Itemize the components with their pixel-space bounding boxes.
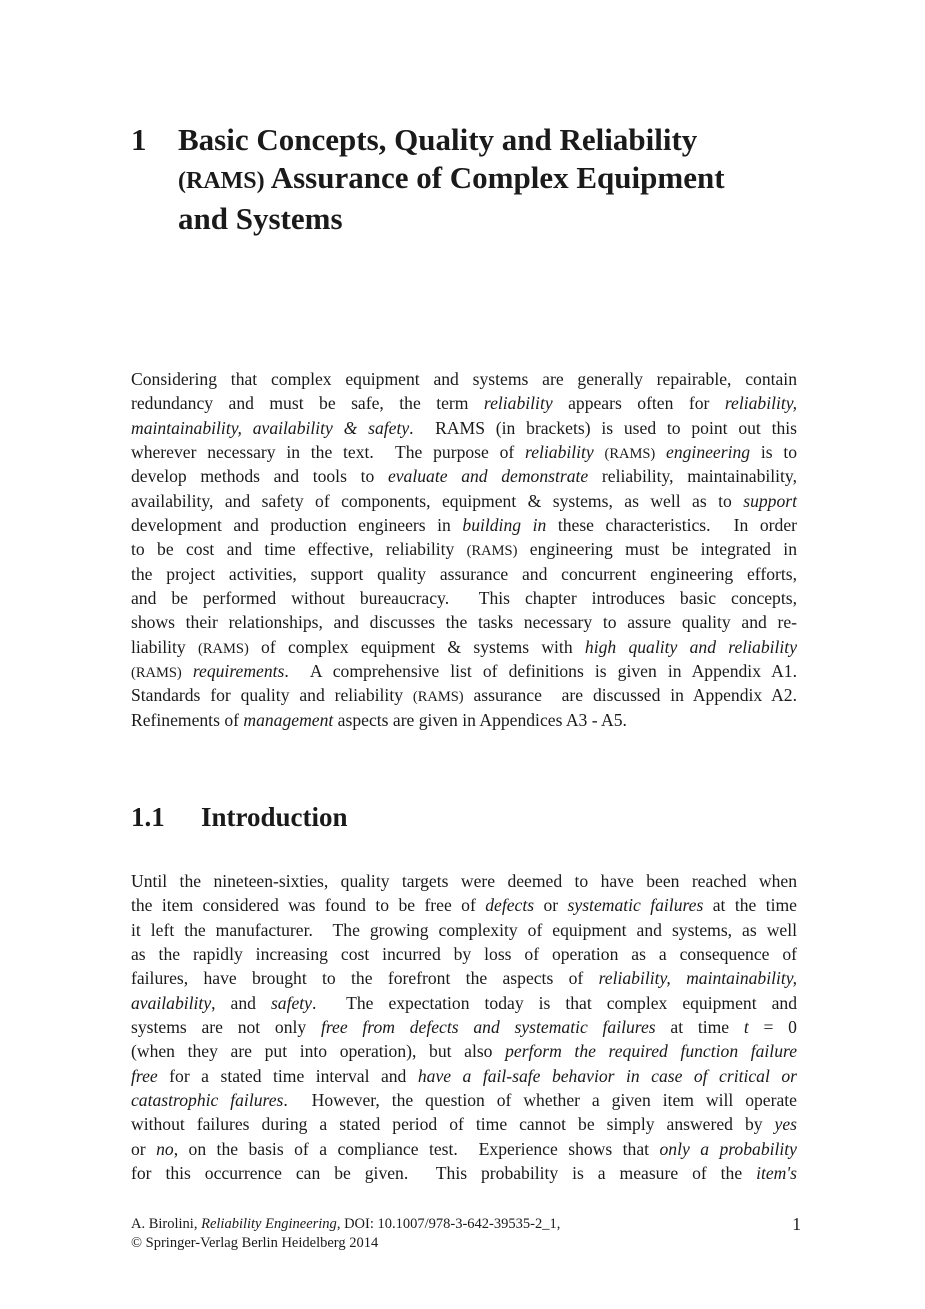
text-run: engineering must be integrated in — [517, 539, 797, 560]
footer-citation-line — [131, 1215, 801, 1234]
text-line — [131, 1137, 797, 1161]
text-run: and be performed without bureaucracy. This chapter introduces basic concepts, — [131, 588, 797, 609]
footer-citation — [131, 1215, 801, 1253]
italic-text: support — [743, 490, 797, 511]
text-run: redundancy and must be safe, the term — [131, 393, 484, 414]
text-run: availability, and safety of components, equipment & systems, as well as to — [131, 490, 744, 511]
text-run: for this occurrence can be given. This probability is a measure of the — [131, 1163, 757, 1184]
italic-text: reliability, — [724, 393, 798, 414]
italic-text: only a probability — [659, 1138, 797, 1159]
section-heading — [131, 799, 348, 835]
text-run: (when they are put into operation), but also — [131, 1041, 506, 1062]
text-line — [131, 537, 797, 561]
chapter-abstract-paragraph — [131, 367, 797, 732]
text-run: as the rapidly increasing cost incurred by loss of operation as a consequence of — [131, 944, 797, 965]
small-caps-text: (RAMS) — [466, 543, 518, 560]
section-title: Introduction — [201, 802, 348, 832]
text-run: reliability, maintainability, — [588, 466, 797, 487]
text-run: liability — [131, 636, 199, 657]
text-run: Refinements of — [131, 709, 244, 730]
text-run: , and — [211, 992, 271, 1013]
text-run: develop methods and tools to — [131, 466, 388, 487]
text-run: to be cost and time effective, reliability — [131, 539, 467, 560]
text-run: development and production engineers in — [131, 515, 463, 536]
small-caps-text: (RAMS) — [198, 640, 249, 657]
chapter-number: 1 — [131, 122, 147, 157]
text-line — [131, 464, 797, 488]
text-run: the project activities, support quality assurance and concurrent engineering efforts, — [131, 563, 797, 584]
italic-text: defects — [485, 895, 535, 916]
text-run: appears often for — [552, 393, 725, 414]
text-line — [131, 562, 797, 586]
text-run: is to — [750, 442, 798, 463]
text-line — [131, 1112, 797, 1136]
text-run: or — [131, 1138, 157, 1159]
text-run: without failures during a stated period of time cannot be simply answered by — [131, 1114, 775, 1135]
text-run: , on the basis of a compliance test. Experience shows that — [173, 1138, 660, 1159]
text-line — [131, 708, 797, 732]
italic-text: yes — [774, 1114, 797, 1135]
text-run: . RAMS (in brackets) is used to point out this — [409, 417, 797, 438]
italic-text: building in — [462, 515, 547, 536]
italic-text: maintainability, availability & safety — [131, 417, 410, 438]
chapter-title-line-3: and Systems — [178, 201, 343, 236]
text-line — [131, 1161, 797, 1185]
small-caps-text: (RAMS) — [412, 689, 464, 706]
text-line — [131, 489, 797, 513]
text-line — [131, 1064, 797, 1088]
italic-text: perform the required function failure — [505, 1041, 797, 1062]
text-line — [131, 610, 797, 634]
page-number: 1 — [792, 1214, 801, 1234]
chapter-title-line-2-rest: Assurance of Complex Equipment — [264, 160, 725, 195]
small-caps-text: (RAMS) — [604, 446, 656, 463]
text-run: assurance are discussed in Appendix A2. — [463, 685, 797, 706]
italic-text: safety — [270, 992, 312, 1013]
section-number: 1.1 — [131, 802, 165, 832]
text-run: for a stated time interval and — [157, 1065, 418, 1086]
text-line — [131, 659, 797, 683]
text-line — [131, 586, 797, 610]
italic-text: free from defects and systematic failures — [320, 1017, 656, 1038]
text-run — [182, 661, 193, 681]
text-line — [131, 513, 797, 537]
italic-text: management — [243, 709, 334, 730]
text-line — [131, 635, 797, 659]
italic-text: reliability — [483, 393, 553, 414]
italic-text: availability — [131, 992, 212, 1013]
italic-text: free — [131, 1065, 158, 1086]
text-run: . A comprehensive list of definitions is given in Appendix A1. — [284, 661, 797, 682]
text-run: shows their relationships, and discusses the tasks necessary to assure quality and re- — [131, 612, 797, 633]
footer-book-title: Reliability Engineering — [201, 1216, 337, 1232]
text-line — [131, 966, 797, 990]
section-body-paragraph — [131, 869, 797, 1185]
text-run: . However, the question of whether a given item will operate — [283, 1090, 797, 1111]
text-run: the item considered was found to be free of — [131, 895, 486, 916]
italic-text: systematic failures — [567, 895, 704, 916]
text-run: . The expectation today is that complex equipment and — [312, 992, 797, 1013]
text-line — [131, 869, 797, 893]
text-line — [131, 893, 797, 917]
text-run: wherever necessary in the text. The purpose of — [131, 442, 525, 463]
text-run: Standards for quality and reliability — [131, 685, 413, 706]
footer-author: A. Birolini, — [131, 1216, 202, 1232]
chapter-title — [178, 121, 768, 238]
text-line — [131, 440, 797, 464]
text-run: it left the manufacturer. The growing complexity of equipment and systems, as well — [131, 919, 797, 940]
italic-text: reliability — [525, 442, 594, 463]
text-run: failures, have brought to the forefront the aspects of — [131, 968, 599, 989]
italic-text: reliability, maintainability, — [598, 968, 798, 989]
text-line — [131, 367, 797, 391]
text-run: these characteristics. In order — [546, 515, 798, 536]
text-line — [131, 1015, 797, 1039]
text-run: or — [534, 895, 568, 916]
italic-text: requirements — [192, 661, 285, 682]
italic-text: evaluate and demonstrate — [387, 466, 589, 487]
text-run: at time — [655, 1017, 744, 1038]
text-run: of complex equipment & systems with — [248, 636, 585, 657]
text-line — [131, 416, 797, 440]
text-run: = 0 — [748, 1017, 797, 1038]
text-line — [131, 391, 797, 415]
text-line — [131, 991, 797, 1015]
text-line — [131, 1088, 797, 1112]
italic-text: engineering — [666, 442, 751, 463]
italic-text: high quality and reliability — [584, 636, 797, 657]
chapter-title-line-2 — [178, 159, 768, 200]
text-line — [131, 683, 797, 707]
chapter-title-rams: (RAMS) — [178, 168, 265, 194]
chapter-title-line-1: Basic Concepts, Quality and Reliability — [178, 122, 698, 157]
text-line — [131, 918, 797, 942]
text-run — [655, 442, 666, 462]
text-run: Considering that complex equipment and systems are generally repairable, contain — [131, 369, 797, 389]
text-line — [131, 942, 797, 966]
small-caps-text: (RAMS) — [131, 665, 182, 682]
italic-text: catastrophic failures — [131, 1090, 284, 1111]
text-line — [131, 1039, 797, 1063]
text-run: at the time — [703, 895, 797, 916]
footer-doi: , DOI: 10.1007/978-3-642-39535-2_1, — [336, 1216, 561, 1232]
italic-text: have a fail-safe behavior in case of critical or — [417, 1065, 797, 1086]
italic-text: t — [743, 1017, 749, 1038]
italic-text: item's — [756, 1163, 797, 1184]
text-run — [594, 442, 605, 462]
text-run: systems are not only — [131, 1017, 321, 1038]
text-run: aspects are given in Appendices A3 - A5. — [333, 709, 627, 730]
italic-text: no — [156, 1138, 174, 1159]
footer-copyright: © Springer-Verlag Berlin Heidelberg 2014 — [131, 1235, 379, 1251]
text-run: Until the nineteen-sixties, quality targets were deemed to have been reached when — [131, 871, 797, 891]
